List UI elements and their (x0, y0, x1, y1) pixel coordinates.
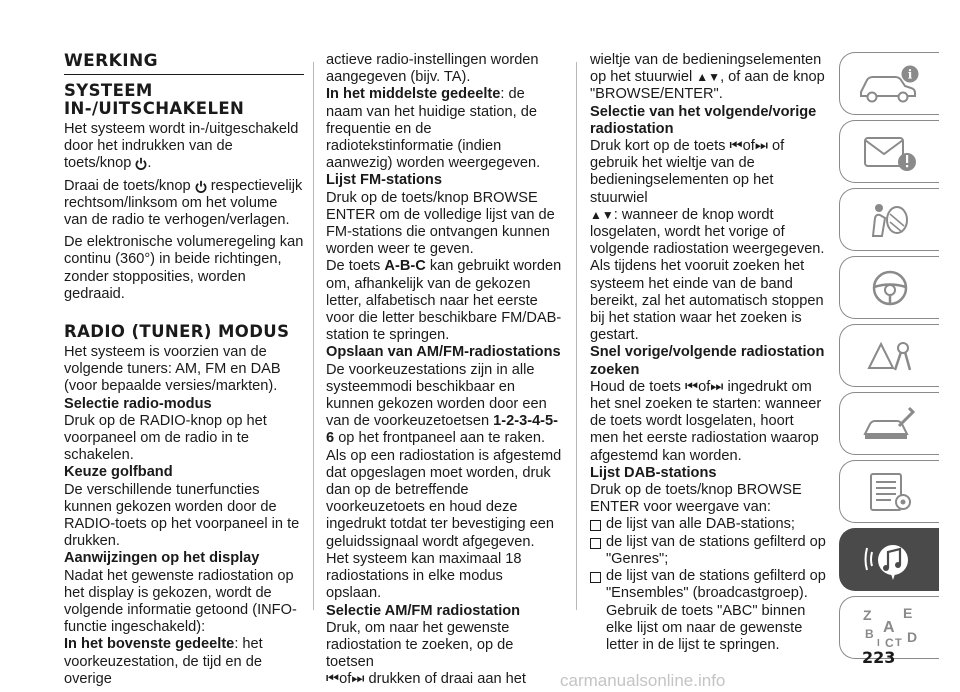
subheading: Snel vorige/volgende radiostation zoeken (590, 344, 825, 378)
paragraph: De verschillende tunerfuncties kunnen gekozen worden door de RADIO-toets op het voorpaneel in te drukken. (64, 481, 300, 550)
arrow-up-icon: ▲ (696, 70, 709, 85)
maintenance-car-icon (855, 402, 925, 446)
list-item (590, 568, 826, 654)
tab-technical-data[interactable] (839, 460, 939, 523)
subheading: Aanwijzingen op het display (64, 550, 260, 567)
subheading: Keuze golfband (64, 464, 173, 481)
text: de lijst van de stations gefilterd op "Genres"; (606, 533, 826, 567)
text: Druk, om naar het gewenste radiostation te zoeken, op de toetsen (326, 619, 514, 671)
bold-label: In het bovenste gedeelte (64, 636, 235, 653)
index-letter: T (894, 636, 902, 649)
text: of (339, 671, 352, 688)
chapter-tabs (839, 52, 939, 664)
text: De voorkeuzestations zijn in alle systeemmodi beschikbaar en kunnen gekozen worden door een van de voorkeuzetoetsen (326, 361, 547, 430)
tab-maintenance[interactable] (839, 392, 939, 455)
paragraph: Het systeem is voorzien van de volgende tuners: AM, FM en DAB (voor bepaalde versies/markten). (64, 344, 281, 395)
index-letter: E (902, 605, 912, 621)
index-letter: I (876, 637, 880, 649)
text: , of aan de knop "BROWSE/ENTER". (590, 69, 825, 103)
dashboard-warning-icon (855, 130, 925, 174)
multimedia-music-icon (855, 538, 925, 582)
subheading: Selectie AM/FM radiostation (326, 602, 521, 619)
subheading: Selectie radio-modus (64, 395, 212, 412)
car-info-icon (855, 62, 925, 106)
text: : het voorkeuzestation, de tijd en de overige (64, 636, 263, 687)
index-letter: Z (862, 606, 872, 623)
column-2 (326, 52, 562, 689)
skip-back-icon: ⏮ (684, 378, 699, 395)
paragraph: Als tijdens het vooruit zoeken het systeem het einde van de band bereikt, zal het automatisch stoppen bij het station waar het zoeken is gestart. (590, 258, 824, 344)
text: Draai de toets/knop (64, 177, 191, 194)
paragraph: Druk op de toets/knop BROWSE ENTER voor weergave van: (590, 482, 802, 516)
preset-keys-label: 1-2-3-4-5-6 (326, 413, 559, 447)
subheading: Lijst DAB-stations (590, 464, 717, 481)
list-item (590, 516, 826, 533)
arrow-down-icon: ▼ (708, 70, 721, 85)
page-number: 223 (862, 648, 896, 667)
paragraph: Als op een radiostation is afgestemd dat opgeslagen moet worden, druk dan op de betreffende voorkeuzetoets en houd deze ingedrukt totdat ter bevestiging een geluidssignaal wordt afgegeven. (326, 447, 562, 550)
power-knob-icon (135, 157, 147, 170)
index-letter: D (906, 628, 917, 645)
tab-car-info[interactable] (839, 52, 939, 115)
text: kan gebruikt worden om, afhankelijk van de gekozen letter, alfabetisch naar het eerste voor die letter beschikbare FM/DAB-station te springen. (326, 258, 562, 344)
paragraph (64, 636, 304, 688)
paragraph: Nadat het gewenste radiostation op het display is gekozen, wordt de volgende informatie getoond (INFO-functie ingeschakeld): (64, 567, 297, 636)
column-divider (576, 62, 577, 610)
heading-system-onoff: SYSTEEM IN-/UITSCHAKELEN (64, 81, 245, 118)
alphabetical-index-icon (855, 606, 925, 650)
text: of (698, 378, 711, 395)
subheading: Lijst FM-stations (326, 172, 442, 189)
text: respectievelijk rechtsom/linksom om het volume van de radio te verhogen/verlagen. (64, 177, 303, 229)
tab-dashboard-warnings[interactable] (839, 120, 939, 183)
text: Het systeem wordt in-/uitgeschakeld door het indrukken van de toets/knop (64, 121, 299, 172)
power-knob-icon (195, 180, 207, 193)
checkbox-bullet-icon (590, 538, 601, 549)
index-letter: B (864, 626, 874, 641)
column-1 (64, 52, 304, 688)
subheading: Opslaan van AM/FM-radiostations (326, 344, 561, 361)
skip-forward-icon: ⏭ (710, 378, 724, 395)
paragraph (326, 362, 562, 448)
checkbox-bullet-icon (590, 520, 601, 531)
tab-emergency[interactable] (839, 324, 939, 387)
text: Druk kort op de toets (590, 138, 726, 155)
heading-radio-mode: RADIO (TUNER) MODUS (64, 322, 290, 342)
watermark: carmanualsonline.info (560, 671, 726, 690)
paragraph: Druk op de toets/knop BROWSE ENTER om de volledige lijst van de FM-stations die ontvangen kunnen worden weer te geven. (326, 189, 555, 258)
skip-forward-icon: ⏭ (351, 671, 365, 688)
text: of (742, 138, 755, 155)
index-letter: A (882, 618, 895, 636)
text: de lijst van de stations gefilterd op "Ensembles" (broadcastgroep). Gebruik de toets "ABC" binnen elke lijst om naar de gewenste letter in de lijst te springen. (606, 568, 826, 653)
skip-forward-icon: ⏭ (754, 138, 768, 155)
text: De toets (326, 258, 381, 275)
abc-key-label: A-B-C (384, 258, 426, 275)
tab-safety[interactable] (839, 188, 939, 251)
svg-text:i: i (907, 67, 912, 81)
paragraph (590, 138, 826, 258)
text: : wanneer de knop wordt losgelaten, wordt het vorige of volgende radiostation weergegeven. (590, 206, 825, 258)
text: : de naam van het huidige station, de frequentie en de radiotekstinformatie (indien aanwezig) worden weergegeven. (326, 86, 541, 172)
text: . (147, 155, 152, 172)
text: wieltje van de bedieningselementen op het stuurwiel (590, 52, 822, 86)
paragraph (64, 178, 304, 230)
paragraph (326, 620, 562, 689)
paragraph (326, 86, 562, 172)
column-divider (313, 62, 314, 610)
steering-wheel-icon (855, 266, 925, 310)
technical-data-icon (855, 470, 925, 514)
paragraph (590, 379, 826, 465)
tab-multimedia[interactable] (839, 528, 939, 591)
paragraph: De elektronische volumeregeling kan continu (360°) in beide richtingen, zonder stopposities, worden gedraaid. (64, 234, 304, 302)
section-title: WERKING (64, 52, 304, 75)
subheading: Selectie van het volgende/vorige radiostation (590, 103, 817, 137)
index-letter: C (884, 635, 894, 650)
skip-back-icon: ⏮ (729, 138, 743, 155)
tab-driving[interactable] (839, 256, 939, 319)
text: ingedrukt om het snel zoeken te starten: wanneer de toets wordt losgelaten, hoort men het eerste radiostation waarop afgestemd kan worden. (590, 378, 822, 464)
text: drukken of draai aan het (368, 671, 526, 688)
checkbox-bullet-icon (590, 572, 601, 583)
skip-back-icon: ⏮ (326, 671, 340, 688)
arrow-down-icon: ▼ (601, 207, 614, 222)
paragraph: Druk op de RADIO-knop op het voorpaneel om de radio in te schakelen. (64, 412, 267, 464)
paragraph: actieve radio-instellingen worden aangegeven (bijv. TA). (326, 52, 539, 86)
emergency-triangle-icon (855, 334, 925, 378)
list-item (590, 534, 826, 568)
paragraph (590, 52, 826, 104)
column-3 (590, 52, 826, 654)
paragraph (326, 258, 562, 344)
paragraph (64, 121, 304, 173)
text: of gebruik het wieltje van de bedieningselementen op het stuurwiel (590, 138, 785, 206)
paragraph: Het systeem kan maximaal 18 radiostations in elke modus opslaan. (326, 550, 522, 602)
arrow-up-icon: ▲ (590, 207, 602, 222)
bold-label: In het middelste gedeelte (326, 86, 501, 103)
text: Houd de toets (590, 378, 681, 395)
text: op het frontpaneel aan te raken. (338, 430, 546, 447)
text: de lijst van alle DAB-stations; (606, 516, 795, 533)
airbag-safety-icon (855, 198, 925, 242)
